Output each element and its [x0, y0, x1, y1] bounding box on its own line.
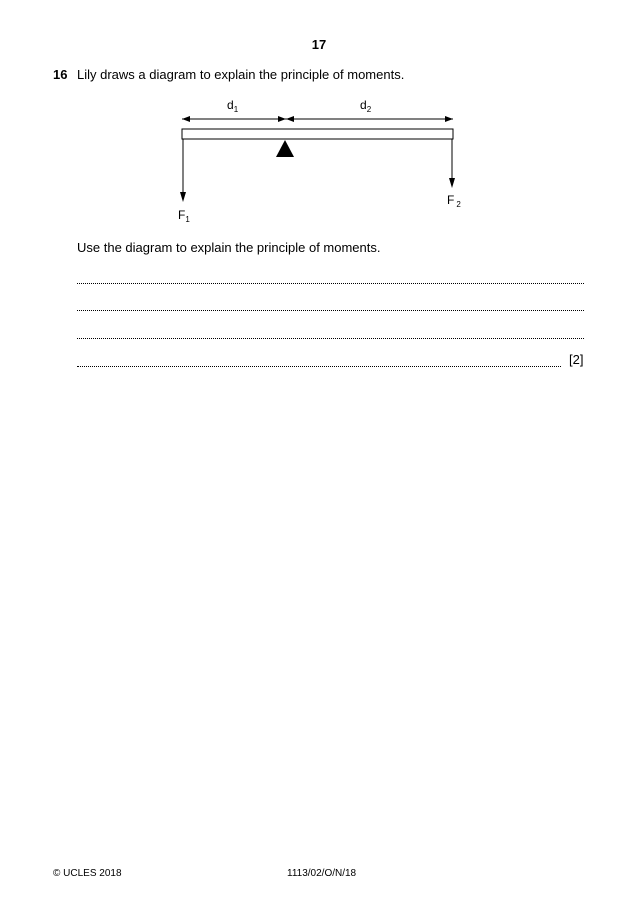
- pivot-icon: [276, 140, 294, 157]
- f2-label: F $_2$: [447, 193, 461, 209]
- d2-label: $d_2$: [360, 98, 372, 114]
- f1-label: $F_1$: [178, 208, 190, 224]
- d2-distance-arrow: [286, 116, 453, 122]
- question-instruction: Use the diagram to explain the principle of moments.: [77, 240, 381, 255]
- question-text: Lily draws a diagram to explain the principle of moments.: [77, 67, 405, 82]
- d1-distance-arrow: [182, 116, 286, 122]
- footer-paper-code: 1113/02/O/N/18: [287, 868, 357, 879]
- question-number: 16: [53, 67, 68, 82]
- footer-copyright: © UCLES 2018: [53, 868, 122, 879]
- moments-diagram-svg: [160, 92, 480, 232]
- beam: [182, 129, 453, 139]
- answer-line[interactable]: [77, 283, 584, 284]
- marks-label: [2]: [569, 352, 584, 367]
- moments-diagram: [160, 92, 480, 232]
- page-number: 17: [311, 37, 327, 52]
- f1-force-arrow: [180, 139, 186, 202]
- answer-line[interactable]: [77, 310, 584, 311]
- answer-line[interactable]: [77, 366, 561, 367]
- answer-line[interactable]: [77, 338, 584, 339]
- d1-label: $d_1$: [227, 98, 239, 114]
- f2-force-arrow: [449, 139, 455, 188]
